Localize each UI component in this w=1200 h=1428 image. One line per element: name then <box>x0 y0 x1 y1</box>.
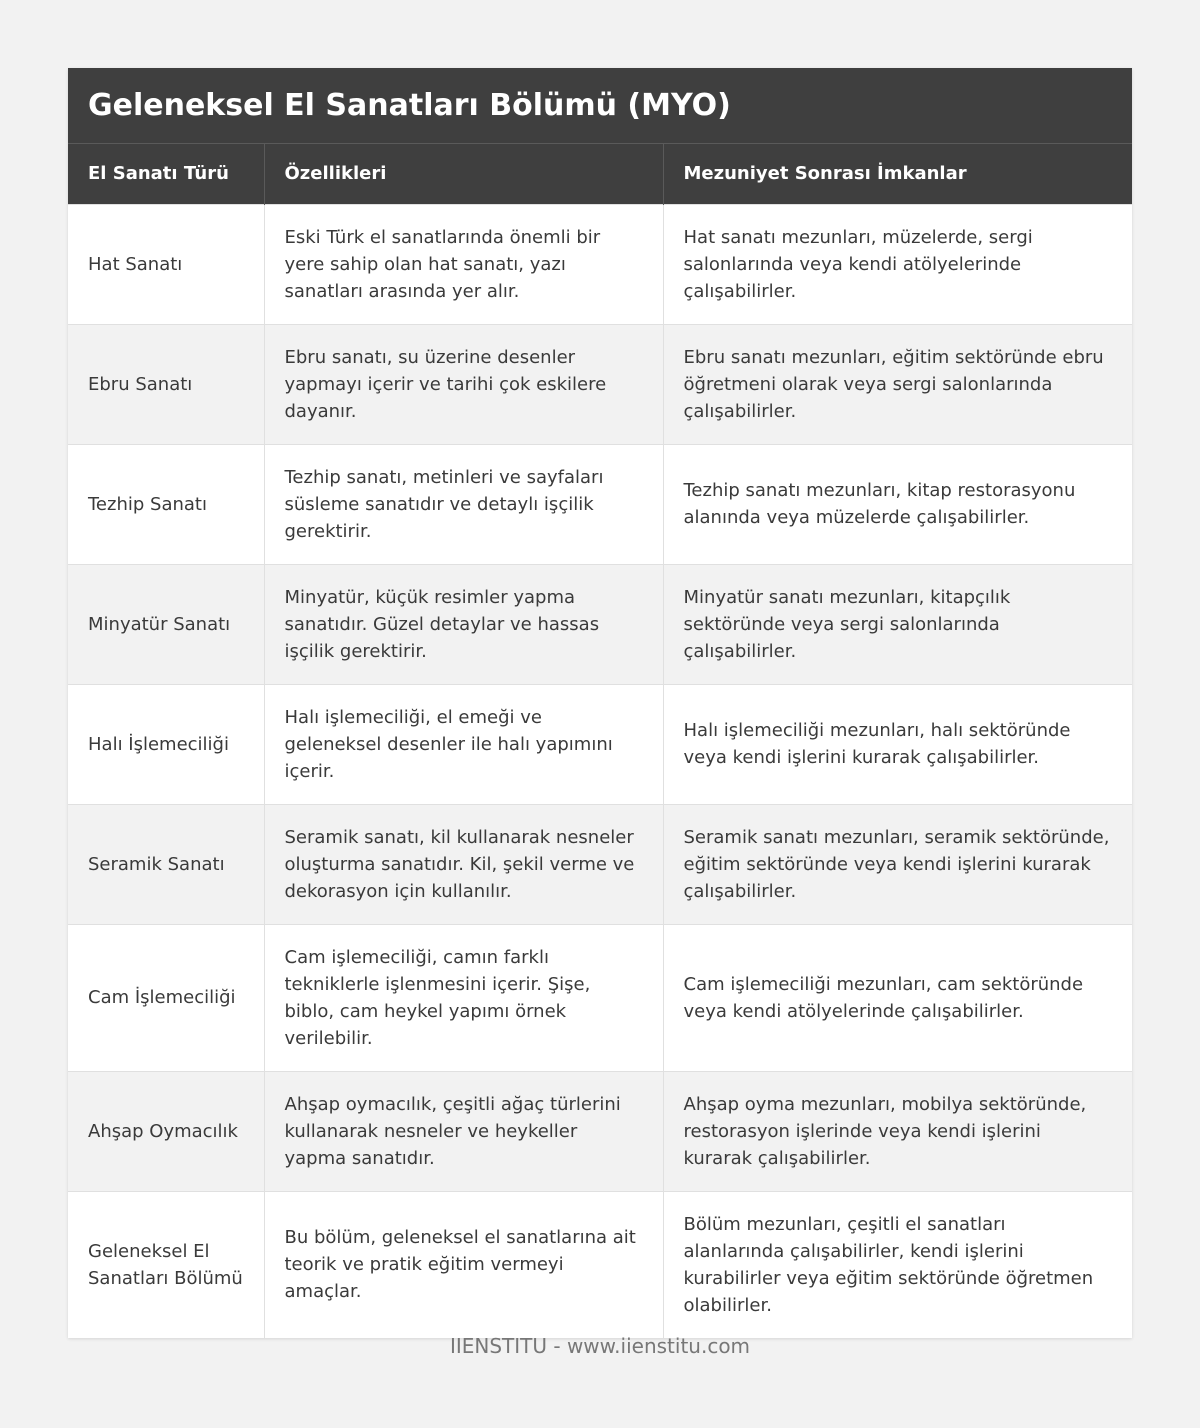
cell-type: Tezhip Sanatı <box>68 444 264 564</box>
table-body <box>68 204 1132 1338</box>
cell-type: Ebru Sanatı <box>68 324 264 444</box>
table-row <box>68 564 1132 684</box>
column-header-type: El Sanatı Türü <box>68 144 264 204</box>
table-header <box>68 144 1132 204</box>
cell-opportunities: Cam işlemeciliği mezunları, cam sektöründe veya kendi atölyelerinde çalışabilirler. <box>663 924 1132 1071</box>
cell-type: Hat Sanatı <box>68 204 264 324</box>
cell-opportunities: Seramik sanatı mezunları, seramik sektöründe, eğitim sektöründe veya kendi işlerini kurarak çalışabilirler. <box>663 804 1132 924</box>
cell-type: Geleneksel El Sanatları Bölümü <box>68 1191 264 1338</box>
cell-features: Bu bölüm, geleneksel el sanatlarına ait teorik ve pratik eğitim vermeyi amaçlar. <box>264 1191 663 1338</box>
column-header-features: Özellikleri <box>264 144 663 204</box>
header-row <box>68 144 1132 204</box>
cell-features: Seramik sanatı, kil kullanarak nesneler oluşturma sanatıdır. Kil, şekil verme ve dekorasyon için kullanılır. <box>264 804 663 924</box>
footer-credit: IIENSTITU - www.iienstitu.com <box>449 1334 751 1358</box>
cell-opportunities: Hat sanatı mezunları, müzelerde, sergi salonlarında veya kendi atölyelerinde çalışabilirler. <box>663 204 1132 324</box>
cell-type: Cam İşlemeciliği <box>68 924 264 1071</box>
cell-type: Seramik Sanatı <box>68 804 264 924</box>
table-row <box>68 924 1132 1071</box>
column-header-opportunities: Mezuniyet Sonrası İmkanlar <box>663 144 1132 204</box>
table-row <box>68 444 1132 564</box>
cell-opportunities: Minyatür sanatı mezunları, kitapçılık sektöründe veya sergi salonlarında çalışabilirler. <box>663 564 1132 684</box>
cell-opportunities: Ahşap oyma mezunları, mobilya sektöründe, restorasyon işlerinde veya kendi işlerini kurarak çalışabilirler. <box>663 1071 1132 1191</box>
table-row <box>68 1191 1132 1338</box>
cell-opportunities: Tezhip sanatı mezunları, kitap restorasyonu alanında veya müzelerde çalışabilirler. <box>663 444 1132 564</box>
cell-type: Ahşap Oymacılık <box>68 1071 264 1191</box>
cell-opportunities: Halı işlemeciliği mezunları, halı sektöründe veya kendi işlerini kurarak çalışabilirler. <box>663 684 1132 804</box>
cell-opportunities: Bölüm mezunları, çeşitli el sanatları alanlarında çalışabilirler, kendi işlerini kurabilirler veya eğitim sektöründe öğretmen olabilirler. <box>663 1191 1132 1338</box>
table-row <box>68 204 1132 324</box>
cell-type: Minyatür Sanatı <box>68 564 264 684</box>
table-row <box>68 684 1132 804</box>
table-card <box>68 68 1132 1338</box>
cell-features: Ebru sanatı, su üzerine desenler yapmayı içerir ve tarihi çok eskilere dayanır. <box>264 324 663 444</box>
crafts-table <box>68 144 1132 1338</box>
cell-features: Minyatür, küçük resimler yapma sanatıdır. Güzel detaylar ve hassas işçilik gerektirir. <box>264 564 663 684</box>
cell-type: Halı İşlemeciliği <box>68 684 264 804</box>
cell-features: Eski Türk el sanatlarında önemli bir yere sahip olan hat sanatı, yazı sanatları arasında yer alır. <box>264 204 663 324</box>
table-row <box>68 324 1132 444</box>
table-row <box>68 1071 1132 1191</box>
cell-features: Tezhip sanatı, metinleri ve sayfaları süsleme sanatıdır ve detaylı işçilik gerektirir. <box>264 444 663 564</box>
cell-features: Cam işlemeciliği, camın farklı tekniklerle işlenmesini içerir. Şişe, biblo, cam heykel yapımı örnek verilebilir. <box>264 924 663 1071</box>
table-title: Geleneksel El Sanatları Bölümü (MYO) <box>68 68 1132 144</box>
cell-features: Ahşap oymacılık, çeşitli ağaç türlerini kullanarak nesneler ve heykeller yapma sanatıdır. <box>264 1071 663 1191</box>
cell-opportunities: Ebru sanatı mezunları, eğitim sektöründe ebru öğretmeni olarak veya sergi salonlarında çalışabilirler. <box>663 324 1132 444</box>
table-row <box>68 804 1132 924</box>
cell-features: Halı işlemeciliği, el emeği ve geleneksel desenler ile halı yapımını içerir. <box>264 684 663 804</box>
